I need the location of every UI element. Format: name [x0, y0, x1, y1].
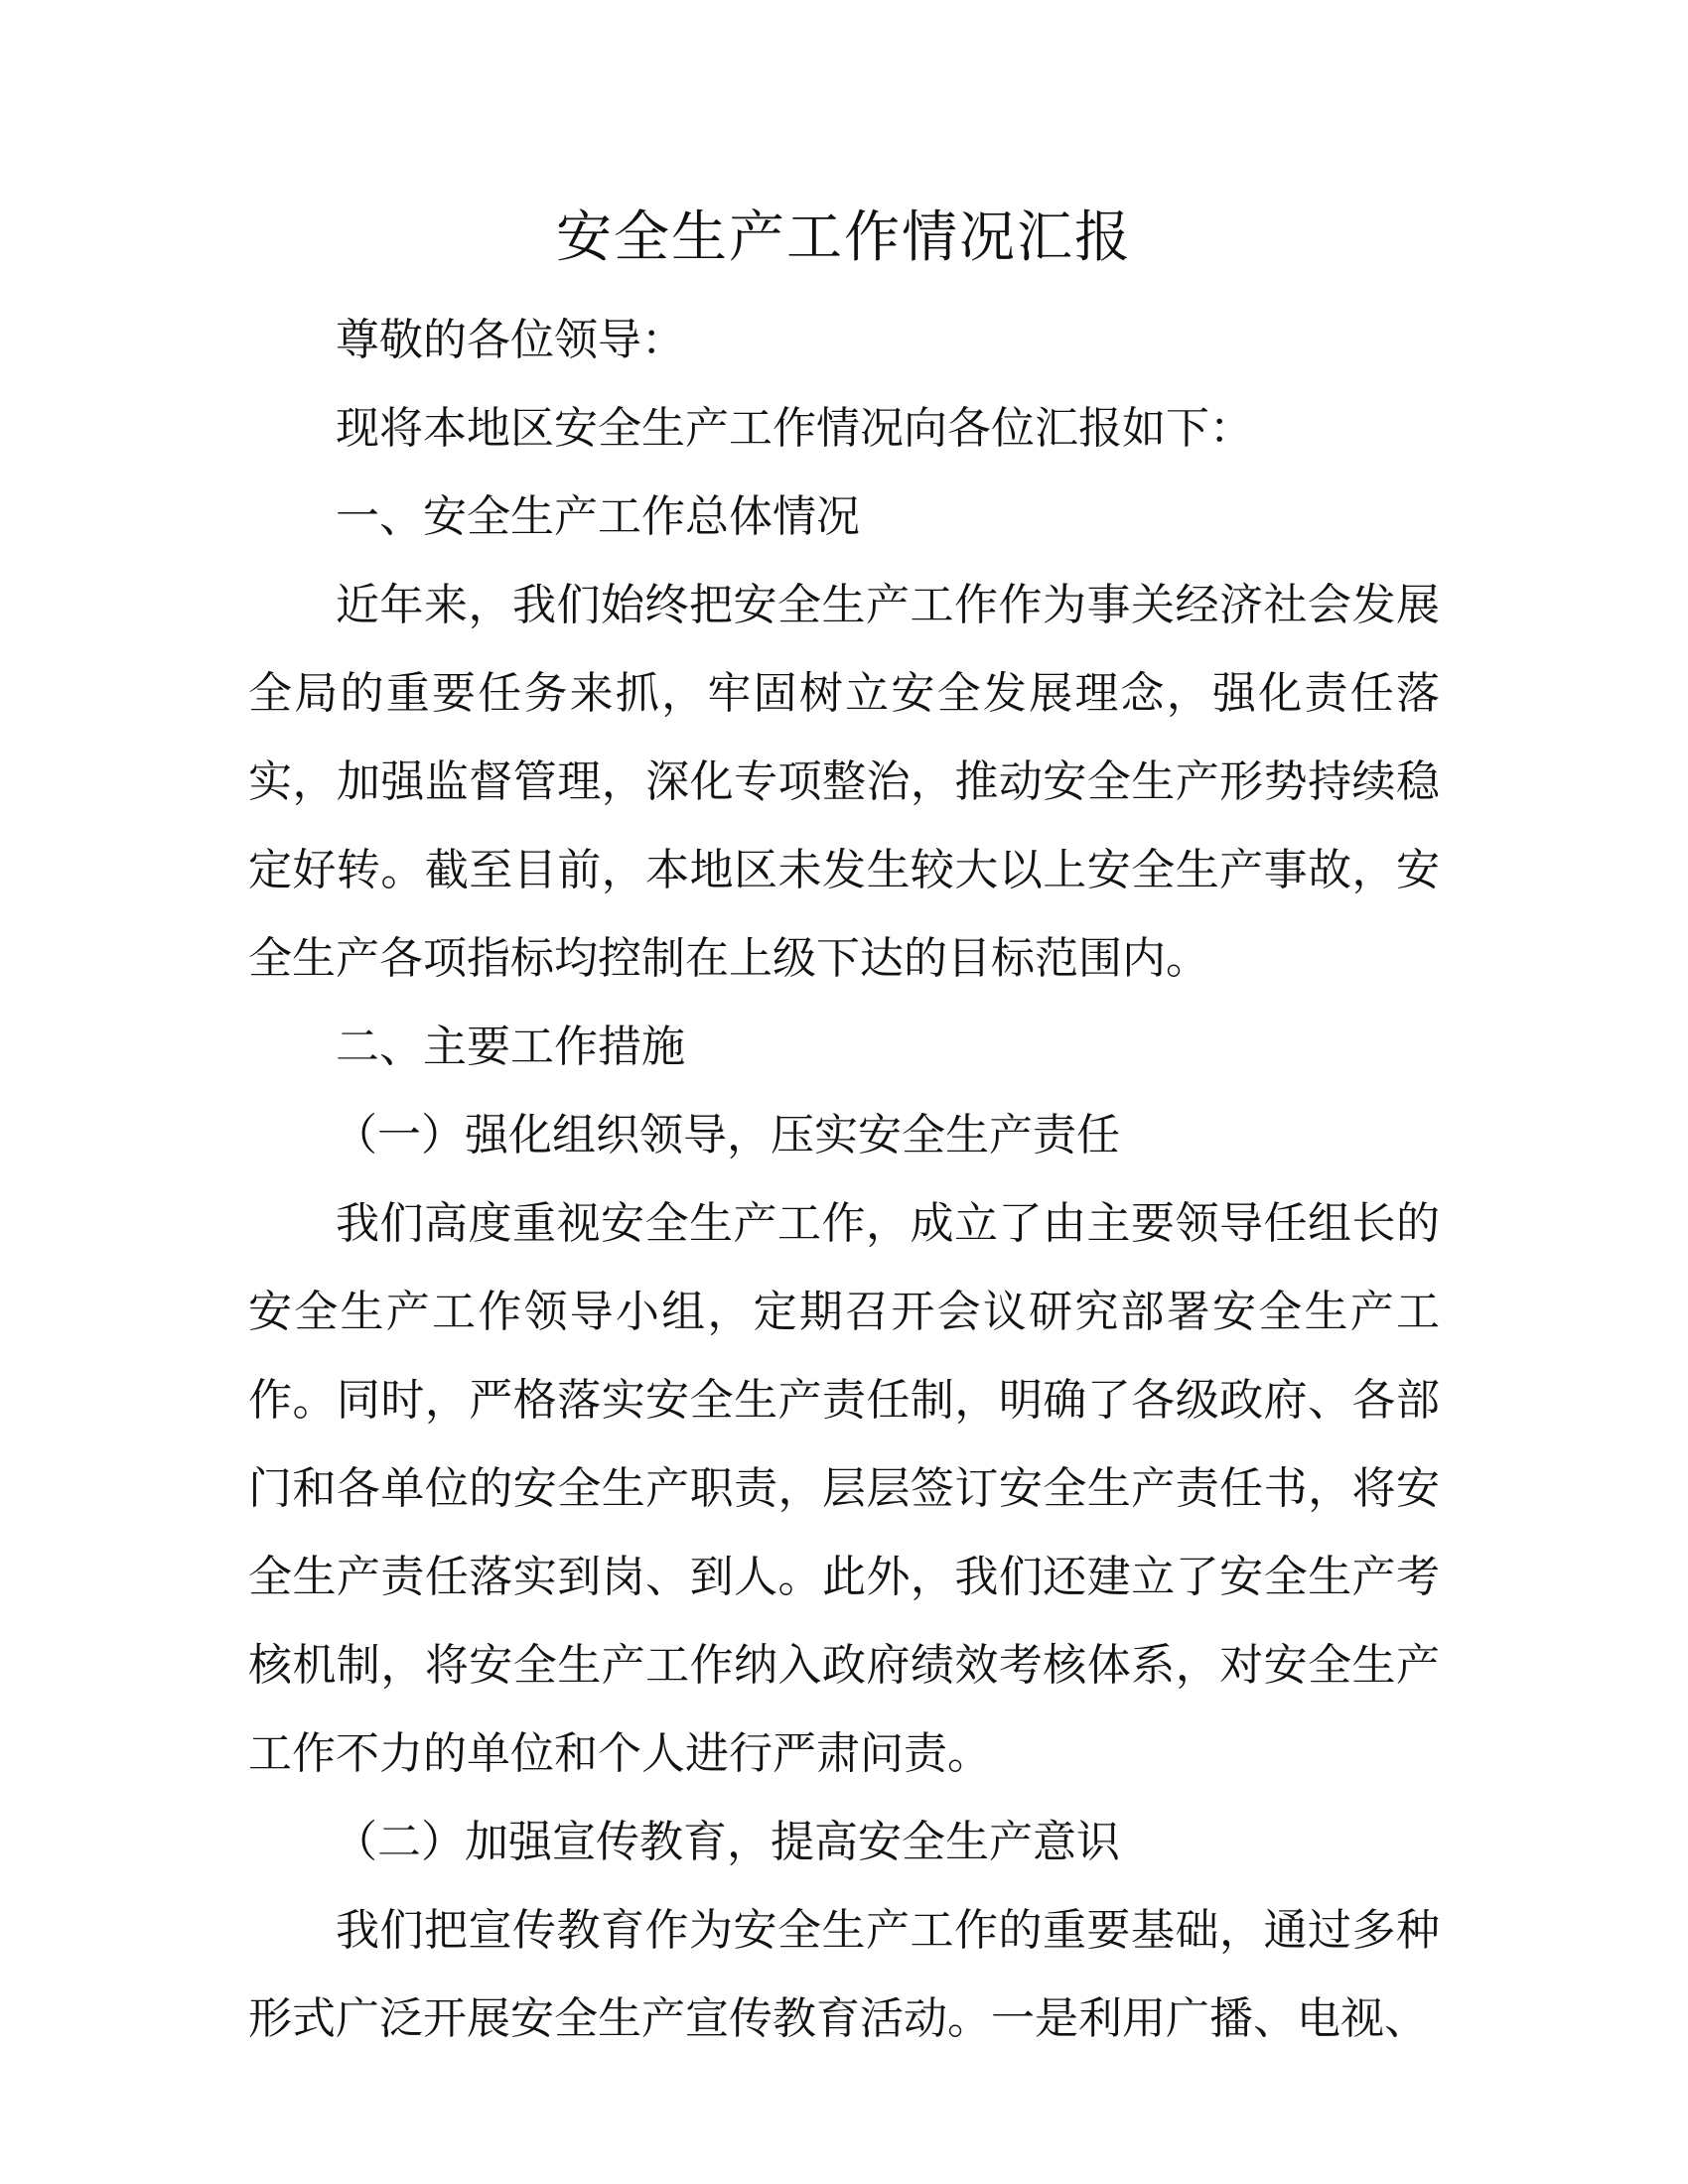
section-1-paragraph: 近年来，我们始终把安全生产工作作为事关经济社会发展全局的重要任务来抓，牢固树立安全发展理念，强化责任落实，加强监督管理，深化专项整治，推动安全生产形势持续稳定好转。截至目前，本地区未发生较大以上安全生产事故，安全生产各项指标均控制在上级下达的目标范围内。 [248, 580, 1440, 984]
subsection-1-paragraph: 我们高度重视安全生产工作，成立了由主要领导任组长的安全生产工作领导小组，定期召开会议研究部署安全生产工作。同时，严格落实安全生产责任制，明确了各级政府、各部门和各单位的安全生产职责，层层签订安全生产责任书，将安全生产责任落实到岗、到人。此外，我们还建立了安全生产考核机制，将安全生产工作纳入政府绩效考核体系，对安全生产工作不力的单位和个人进行严肃问责。 [248, 1198, 1440, 1779]
section-2-heading: 二、主要工作措施 [336, 1022, 685, 1072]
subsection-1-heading: （一）强化组织领导，压实安全生产责任 [334, 1110, 1120, 1160]
salutation: 尊敬的各位领导： [336, 315, 685, 365]
section-1-heading: 一、安全生产工作总体情况 [336, 491, 860, 542]
subsection-2-heading: （二）加强宣传教育，提高安全生产意识 [334, 1817, 1120, 1867]
document-body [248, 296, 1440, 2063]
subsection-2-paragraph: 我们把宣传教育作为安全生产工作的重要基础，通过多种形式广泛开展安全生产宣传教育活动。一是利用广播、电视、 [248, 1905, 1440, 2044]
intro-paragraph: 现将本地区安全生产工作情况向各位汇报如下： [336, 403, 1253, 454]
document-title: 安全生产工作情况汇报 [556, 205, 1132, 270]
